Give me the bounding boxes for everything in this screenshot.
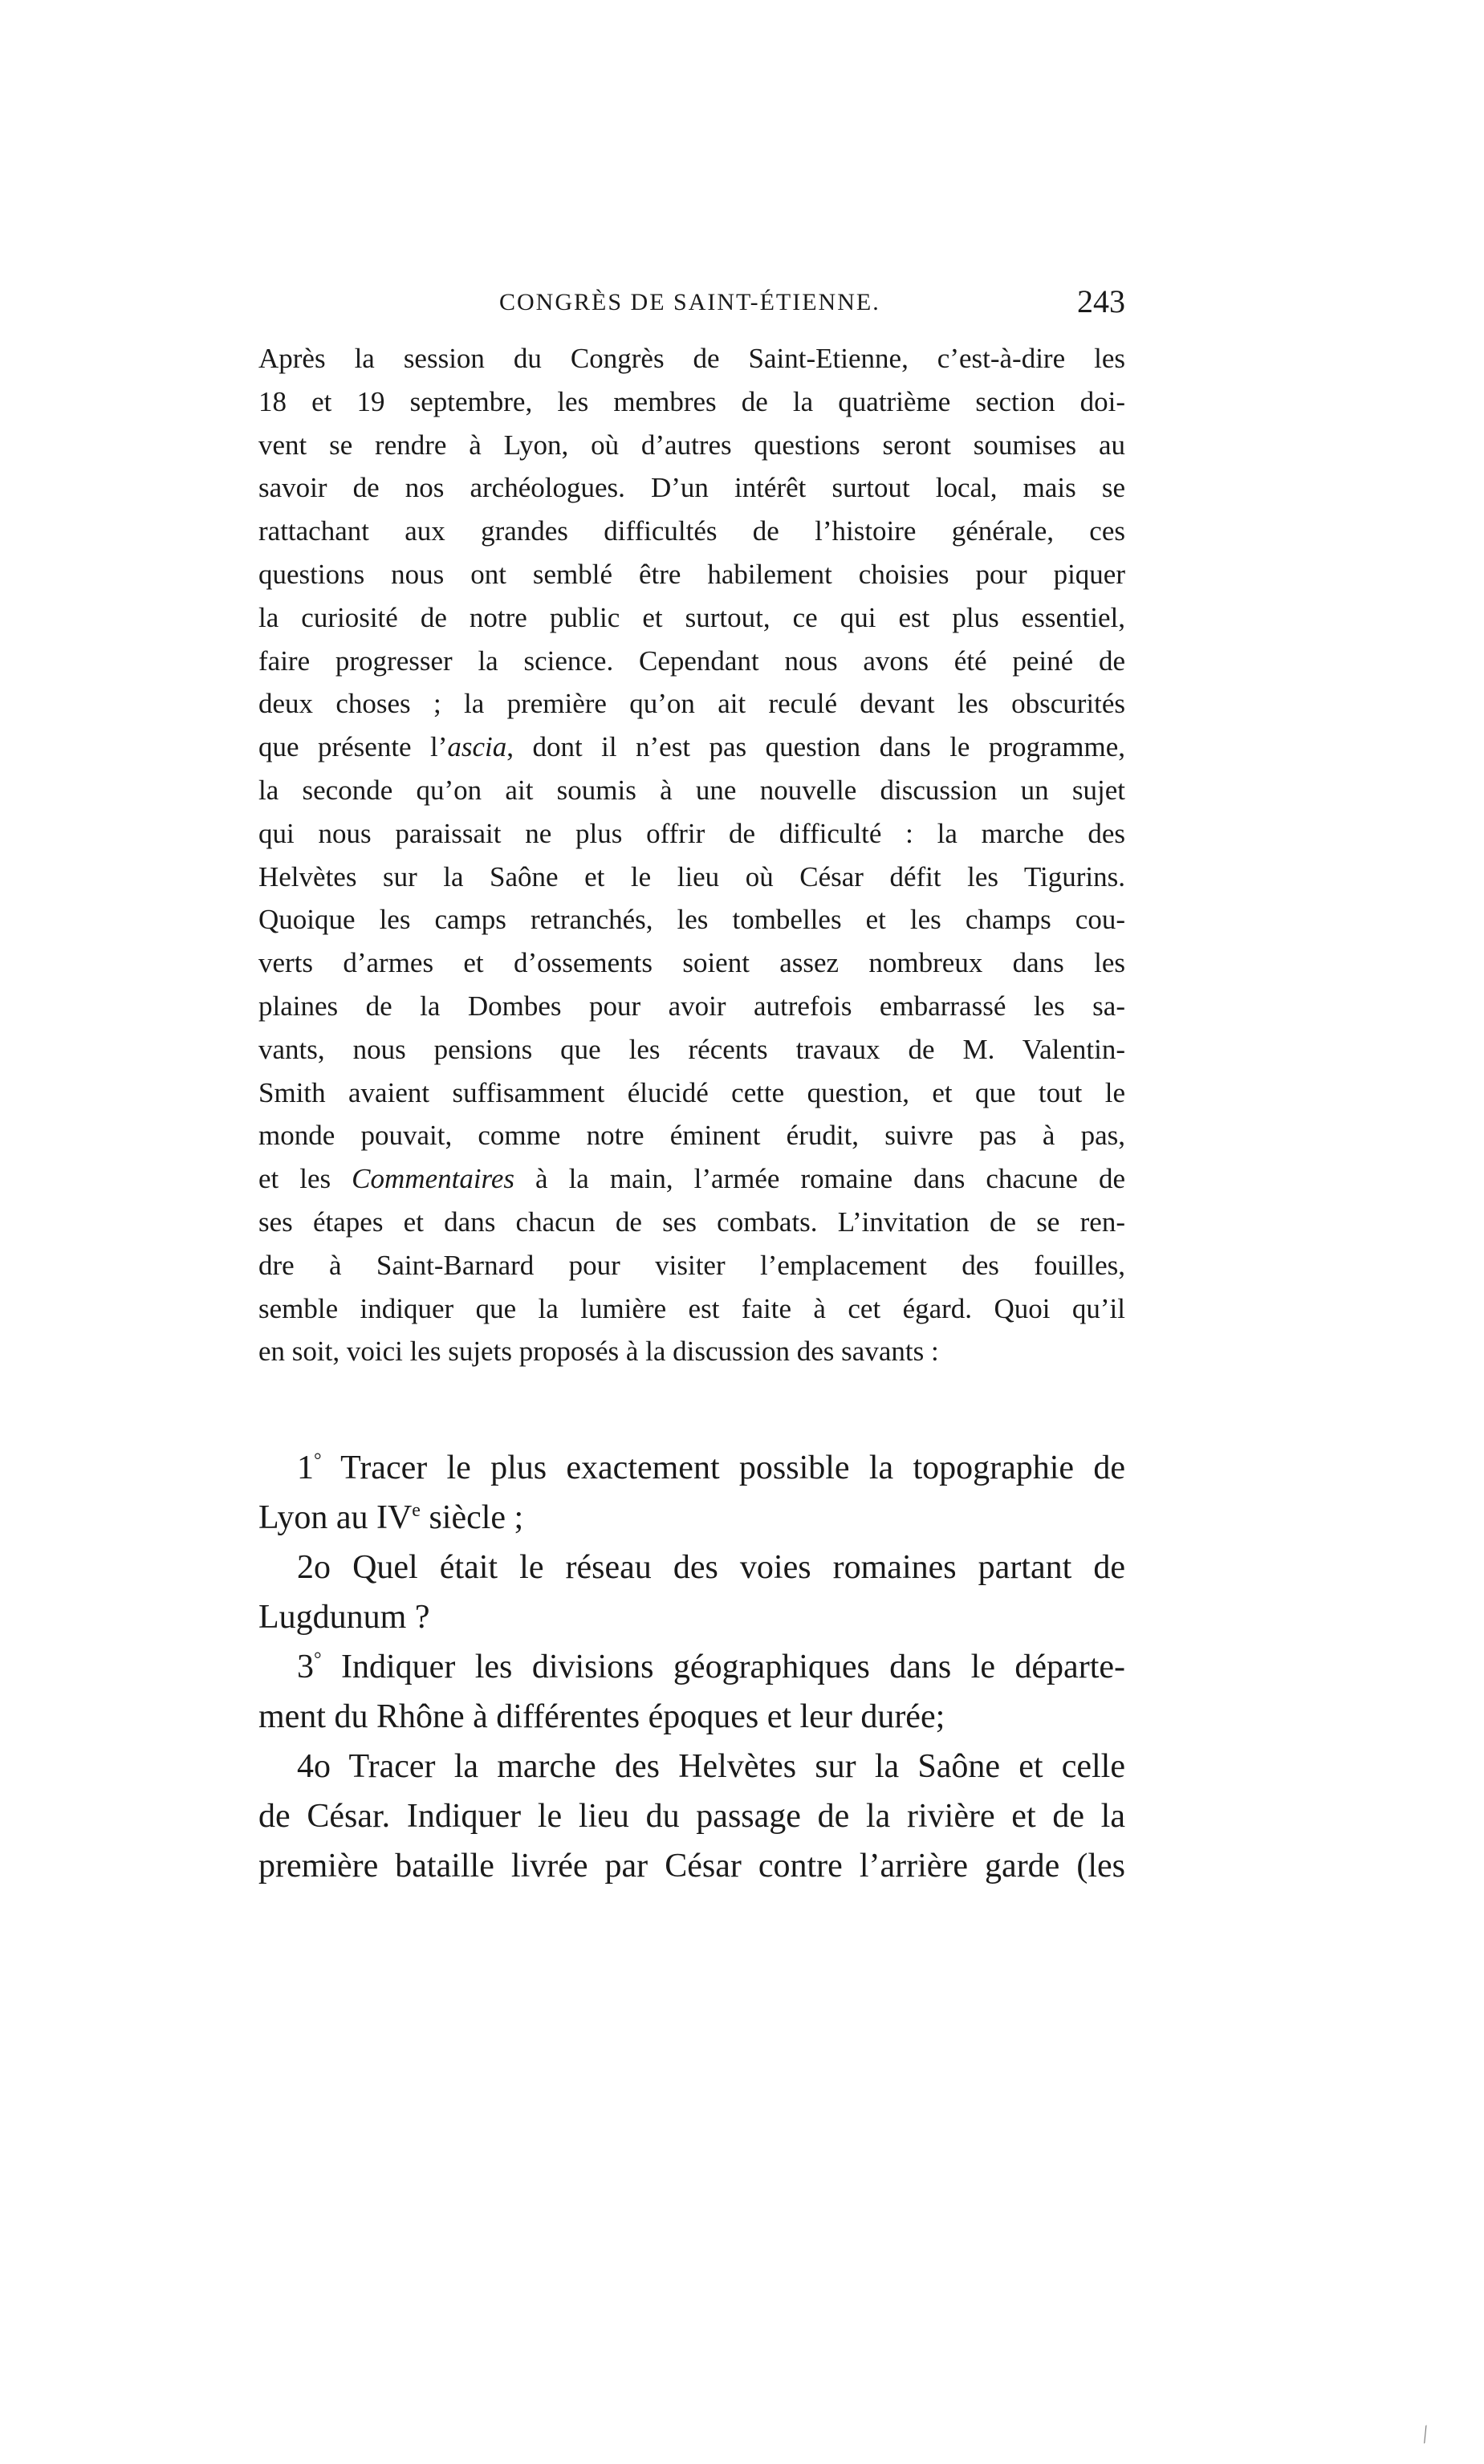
text-line: faire progresser la science. Cependant nous avons été peiné de [258, 644, 1125, 677]
page-number: 243 [1077, 283, 1125, 319]
text-line: monde pouvait, comme notre éminent érudit, suivre pas à pas, [258, 1120, 1125, 1152]
question-4-line-1: 4o Tracer la marche des Helvètes sur la Saône et celle [297, 1748, 1125, 1785]
question-2-line-2: Lugdunum ? [258, 1599, 430, 1636]
question-3-line-2: ment du Rhône à différentes époques et leur durée; [258, 1698, 945, 1735]
text-fragment: et les [258, 1163, 352, 1195]
text-line: Quoique les camps retranchés, les tombelles et les champs cou- [258, 904, 1125, 936]
text-line: en soit, voici les sujets proposés à la discussion des savants : [258, 1336, 939, 1368]
questions-list [258, 1443, 1125, 1891]
text-line: 18 et 19 septembre, les membres de la quatrième section doi- [258, 385, 1125, 417]
question-2-line-1: 2o Quel était le réseau des voies romaines partant de [297, 1549, 1125, 1586]
running-title: CONGRÈS DE SAINT-ÉTIENNE. [499, 289, 880, 315]
text-line: semble indiquer que la lumière est faite à cet égard. Quoi qu’il [258, 1292, 1125, 1324]
text-line: deux choses ; la première qu’on ait reculé devant les obscurités [258, 688, 1125, 720]
question-3-line-1 [258, 1642, 1125, 1692]
question-number: 3 [297, 1649, 314, 1685]
question-text: Tracer le plus exactement possible la topographie de [321, 1450, 1125, 1486]
text-line: Après la session du Congrès de Saint-Etienne, c’est-à-dire les [258, 343, 1125, 374]
question-text: Lyon au IV [258, 1499, 413, 1536]
text-line: vent se rendre à Lyon, où d’autres questions seront soumises au [258, 429, 1125, 461]
text-line: savoir de nos archéologues. D’un intérêt surtout local, mais se [258, 472, 1125, 504]
text-line: rattachant aux grandes difficultés de l’histoire générale, ces [258, 515, 1125, 547]
text-line: dre à Saint-Barnard pour visiter l’emplacement des fouilles, [258, 1249, 1125, 1281]
text-line: questions nous ont semblé être habilement choisies pour piquer [258, 558, 1125, 590]
question-4-line-3: première bataille livrée par César contre l’arrière garde (les [258, 1848, 1125, 1885]
text-line-commentaires [258, 1157, 1125, 1201]
question-1-line-1 [258, 1443, 1125, 1493]
question-text: Indiquer les divisions géographiques dans le départe- [321, 1649, 1125, 1685]
text-line: ses étapes et dans chacun de ses combats. L’invitation de se ren- [258, 1206, 1125, 1238]
text-line-ascia [258, 726, 1125, 769]
question-1-line-2 [258, 1493, 1125, 1543]
text-line: Helvètes sur la Saône et le lieu où César défit les Tigurins. [258, 860, 1125, 892]
question-text: siècle ; [420, 1499, 524, 1536]
body-paragraph [258, 337, 1125, 1373]
question-4-line-2: de César. Indiquer le lieu du passage de la rivière et de la [258, 1798, 1125, 1835]
text-line: la curiosité de notre public et surtout, ce qui est plus essentiel, [258, 601, 1125, 633]
text-line: Smith avaient suffisamment élucidé cette question, et que tout le [258, 1076, 1125, 1108]
text-fragment: , dont il n’est pas question dans le programme, [506, 731, 1125, 763]
text-line: vants, nous pensions que les récents travaux de M. Valentin- [258, 1033, 1125, 1065]
italic-word-ascia: ascia [447, 731, 507, 763]
question-number: 1 [297, 1450, 314, 1486]
superscript: e [412, 1500, 421, 1521]
text-line: qui nous paraissait ne plus offrir de difficulté : la marche des [258, 817, 1125, 849]
text-line: plaines de la Dombes pour avoir autrefois embarrassé les sa- [258, 990, 1125, 1022]
text-fragment: que présente l’ [258, 731, 448, 763]
degree-mark: ° [314, 1649, 322, 1670]
text-line: verts d’armes et d’ossements soient assez nombreux dans les [258, 947, 1125, 979]
text-line: la seconde qu’on ait soumis à une nouvelle discussion un sujet [258, 774, 1125, 806]
degree-mark: ° [314, 1450, 322, 1471]
text-fragment: à la main, l’armée romaine dans chacune de [514, 1163, 1126, 1195]
running-head [258, 283, 1125, 331]
italic-word-commentaires: Commentaires [352, 1163, 515, 1195]
corner-mark: ⁄ [1417, 2422, 1434, 2447]
